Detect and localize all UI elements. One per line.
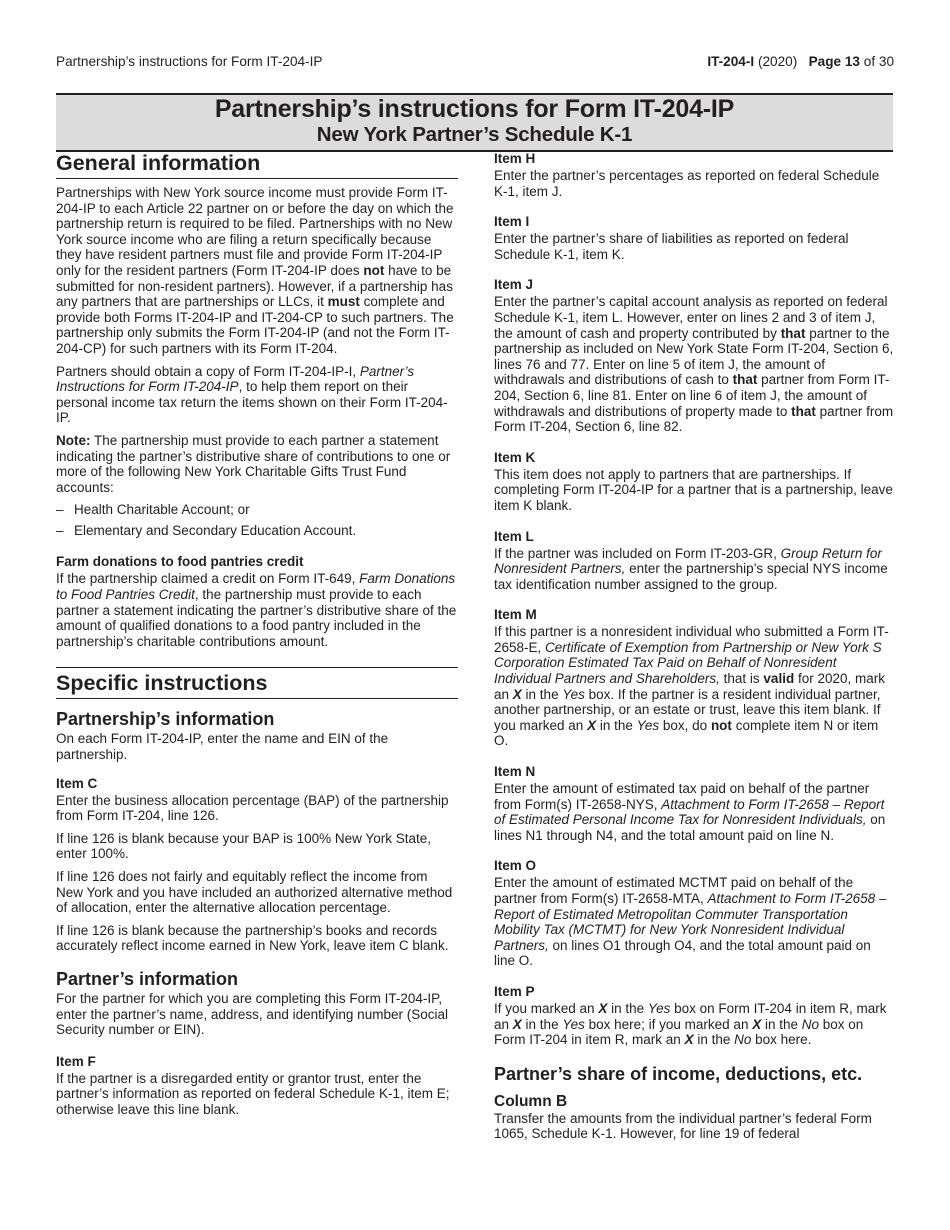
item-f-text: If the partner is a disregarded entity or grantor trust, enter the partner’s information as reported on federal Schedule K-1, item E; otherwise leave this line blank.	[56, 1070, 450, 1117]
item-n-heading: Item N	[494, 764, 536, 780]
running-header-page-info	[707, 54, 894, 69]
item-k-heading: Item K	[494, 449, 536, 465]
item-n-text: Enter the amount of estimated tax paid on behalf of the partner from Form(s) IT-2658-NYS, Attachment to Form IT-2658 – Report of Estimated Personal Income Tax for Nonresident Individuals, on lines N1 through N4, and the total amount paid on line N.	[494, 781, 886, 843]
form-year: (2020)	[757, 54, 798, 69]
left-column	[56, 150, 458, 1125]
item-i-heading: Item I	[494, 214, 530, 230]
item-c-paragraph-1: Enter the business allocation percentage (BAP) of the partnership from Form IT-204, line 126.	[56, 792, 449, 824]
general-information-heading: General information	[56, 150, 458, 179]
item-j-text: Enter the partner’s capital account analysis as reported on federal Schedule K-1, item L. However, enter on lines 2 and 3 of item J, the amount of cash and property contributed by that partner to the partnership as included on New York State Form IT-204, Section 6, lines 76 and 77. Enter on line 5 of item J, the amount of withdrawals and distributions of cash to that partner from Form IT-204, Section 6, line 81. Enter on line 6 of item J, the amount of withdrawals and distributions of property made to that partner from Form IT-204, Section 6, line 82.	[494, 294, 894, 435]
item-p-text: If you marked an X in the Yes box on Form IT-204 in item R, mark an X in the Yes box here; if you marked an X in the No box on Form IT-204 in item R, mark an X in the No box here.	[494, 1000, 887, 1048]
running-header-title: Partnership’s instructions for Form IT-204-IP	[56, 54, 323, 69]
column-b-text: Transfer the amounts from the individual partner’s federal Form 1065, Schedule K-1. However, for line 19 of federal	[494, 1110, 872, 1142]
item-f-heading: Item F	[56, 1053, 96, 1069]
item-m-text: If this partner is a nonresident individual who submitted a Form IT-2658-E, Certificate of Exemption from Partnership or New York S Corporation Estimated Tax Paid on Behalf of Nonresident Individual Partners and Shareholders, that is valid for 2020, mark an X in the Yes box. If the partner is a resident individual partner, another partnership, or an estate or trust, leave this item blank. If you marked an X in the Yes box, do not complete item N or item O.	[494, 624, 889, 749]
item-m-heading: Item M	[494, 607, 537, 623]
farm-donations-heading: Farm donations to food pantries credit	[56, 554, 304, 570]
page-label: Page 13	[808, 54, 860, 69]
banner-title: Partnership’s instructions for Form IT-204-IP	[214, 95, 735, 123]
item-h-text: Enter the partner’s percentages as reported on federal Schedule K-1, item J.	[494, 168, 880, 199]
item-c-paragraph-3: If line 126 does not fairly and equitably reflect the income from New York and you have included an authorized alternative method of allocation, enter the alternative allocation percentage.	[56, 869, 453, 916]
dash-list-item: – Elementary and Secondary Education Account.	[56, 522, 357, 538]
running-header	[56, 54, 894, 72]
item-c-paragraph-4: If line 126 is blank because the partnership’s books and records accurately reflect income earned in New York, leave item C blank.	[56, 922, 449, 954]
item-j-heading: Item J	[494, 277, 534, 293]
note-paragraph: Note: The partnership must provide to each partner a statement indicating the partner’s distributive share of contributions to one or more of the following New York Charitable Gifts Trust Fund accounts:	[56, 432, 451, 495]
general-info-paragraph-1: Partnerships with New York source income must provide Form IT-204-IP to each Article 22 partner on or before the day on which the partnership return is required to be filed. Partnerships with no New York source income who are filing a return specifically because they have resident partners must file and provide Form IT-204-IP only for the resident partners (Form IT-204-IP does not have to be submitted for non-resident partners). However, if a partnership has any partners that are partnerships or LLCs, it must complete and provide both Forms IT-204-IP and IT-204-CP to such partners. The partnership only submits the Form IT-204-IP (and not the Form IT-204-CP) for such partners with its Form IT-204.	[56, 185, 454, 356]
general-info-paragraph-2: Partners should obtain a copy of Form IT-204-IP-I, Partner’s Instructions for Form IT-204-IP, to help them report on their personal income tax return the items shown on their Form IT-204-IP.	[56, 363, 448, 426]
item-h-heading: Item H	[494, 151, 536, 166]
specific-instructions-heading: Specific instructions	[56, 667, 458, 699]
form-code: IT-204-I	[707, 54, 755, 69]
partner-share-heading: Partner’s share of income, deductions, etc.	[494, 1063, 863, 1084]
partner-information-text: For the partner for which you are completing this Form IT-204-IP, enter the partner’s name, address, and identifying number (Social Security number or EIN).	[56, 990, 448, 1038]
item-i-text: Enter the partner’s share of liabilities as reported on federal Schedule K-1, item K.	[494, 231, 849, 262]
title-banner	[56, 93, 893, 152]
banner-subtitle: New York Partner’s Schedule K-1	[316, 123, 633, 146]
dash-list-item: – Health Charitable Account; or	[56, 502, 250, 518]
partnership-information-heading: Partnership’s information	[56, 709, 275, 730]
item-l-heading: Item L	[494, 528, 534, 544]
item-c-paragraph-2: If line 126 is blank because your BAP is 100% New York State, enter 100%.	[56, 830, 431, 862]
right-column	[494, 150, 894, 1149]
item-p-heading: Item P	[494, 983, 535, 999]
column-b-heading: Column B	[494, 1092, 568, 1110]
page-of: of 30	[863, 54, 894, 69]
farm-donations-paragraph: If the partnership claimed a credit on Form IT-649, Farm Donations to Food Pantries Credit, the partnership must provide to each partner a statement indicating the partner’s distributive share of the amount of qualified donations to a food pantry included in the partnership’s charitable contributions amount.	[56, 571, 457, 649]
item-k-text: This item does not apply to partners that are partnerships. If completing Form IT-204-IP for a partner that is a partnership, leave item K blank.	[494, 466, 893, 513]
item-c-heading: Item C	[56, 775, 98, 791]
item-o-text: Enter the amount of estimated MCTMT paid on behalf of the partner from Form(s) IT-2658-MTA, Attachment to Form IT-2658 – Report of Estimated Metropolitan Commuter Transportation Mobility Tax (MCTMT) for New York Nonresident Individual Partners, on lines O1 through O4, and the total amount paid on line O.	[494, 875, 887, 969]
partner-information-heading: Partner’s information	[56, 968, 239, 989]
item-o-heading: Item O	[494, 858, 537, 874]
partnership-information-text: On each Form IT-204-IP, enter the name and EIN of the partnership.	[56, 731, 389, 763]
item-l-text: If the partner was included on Form IT-203-GR, Group Return for Nonresident Partners, enter the partnership’s special NYS income tax identification number assigned to the group.	[494, 545, 888, 592]
